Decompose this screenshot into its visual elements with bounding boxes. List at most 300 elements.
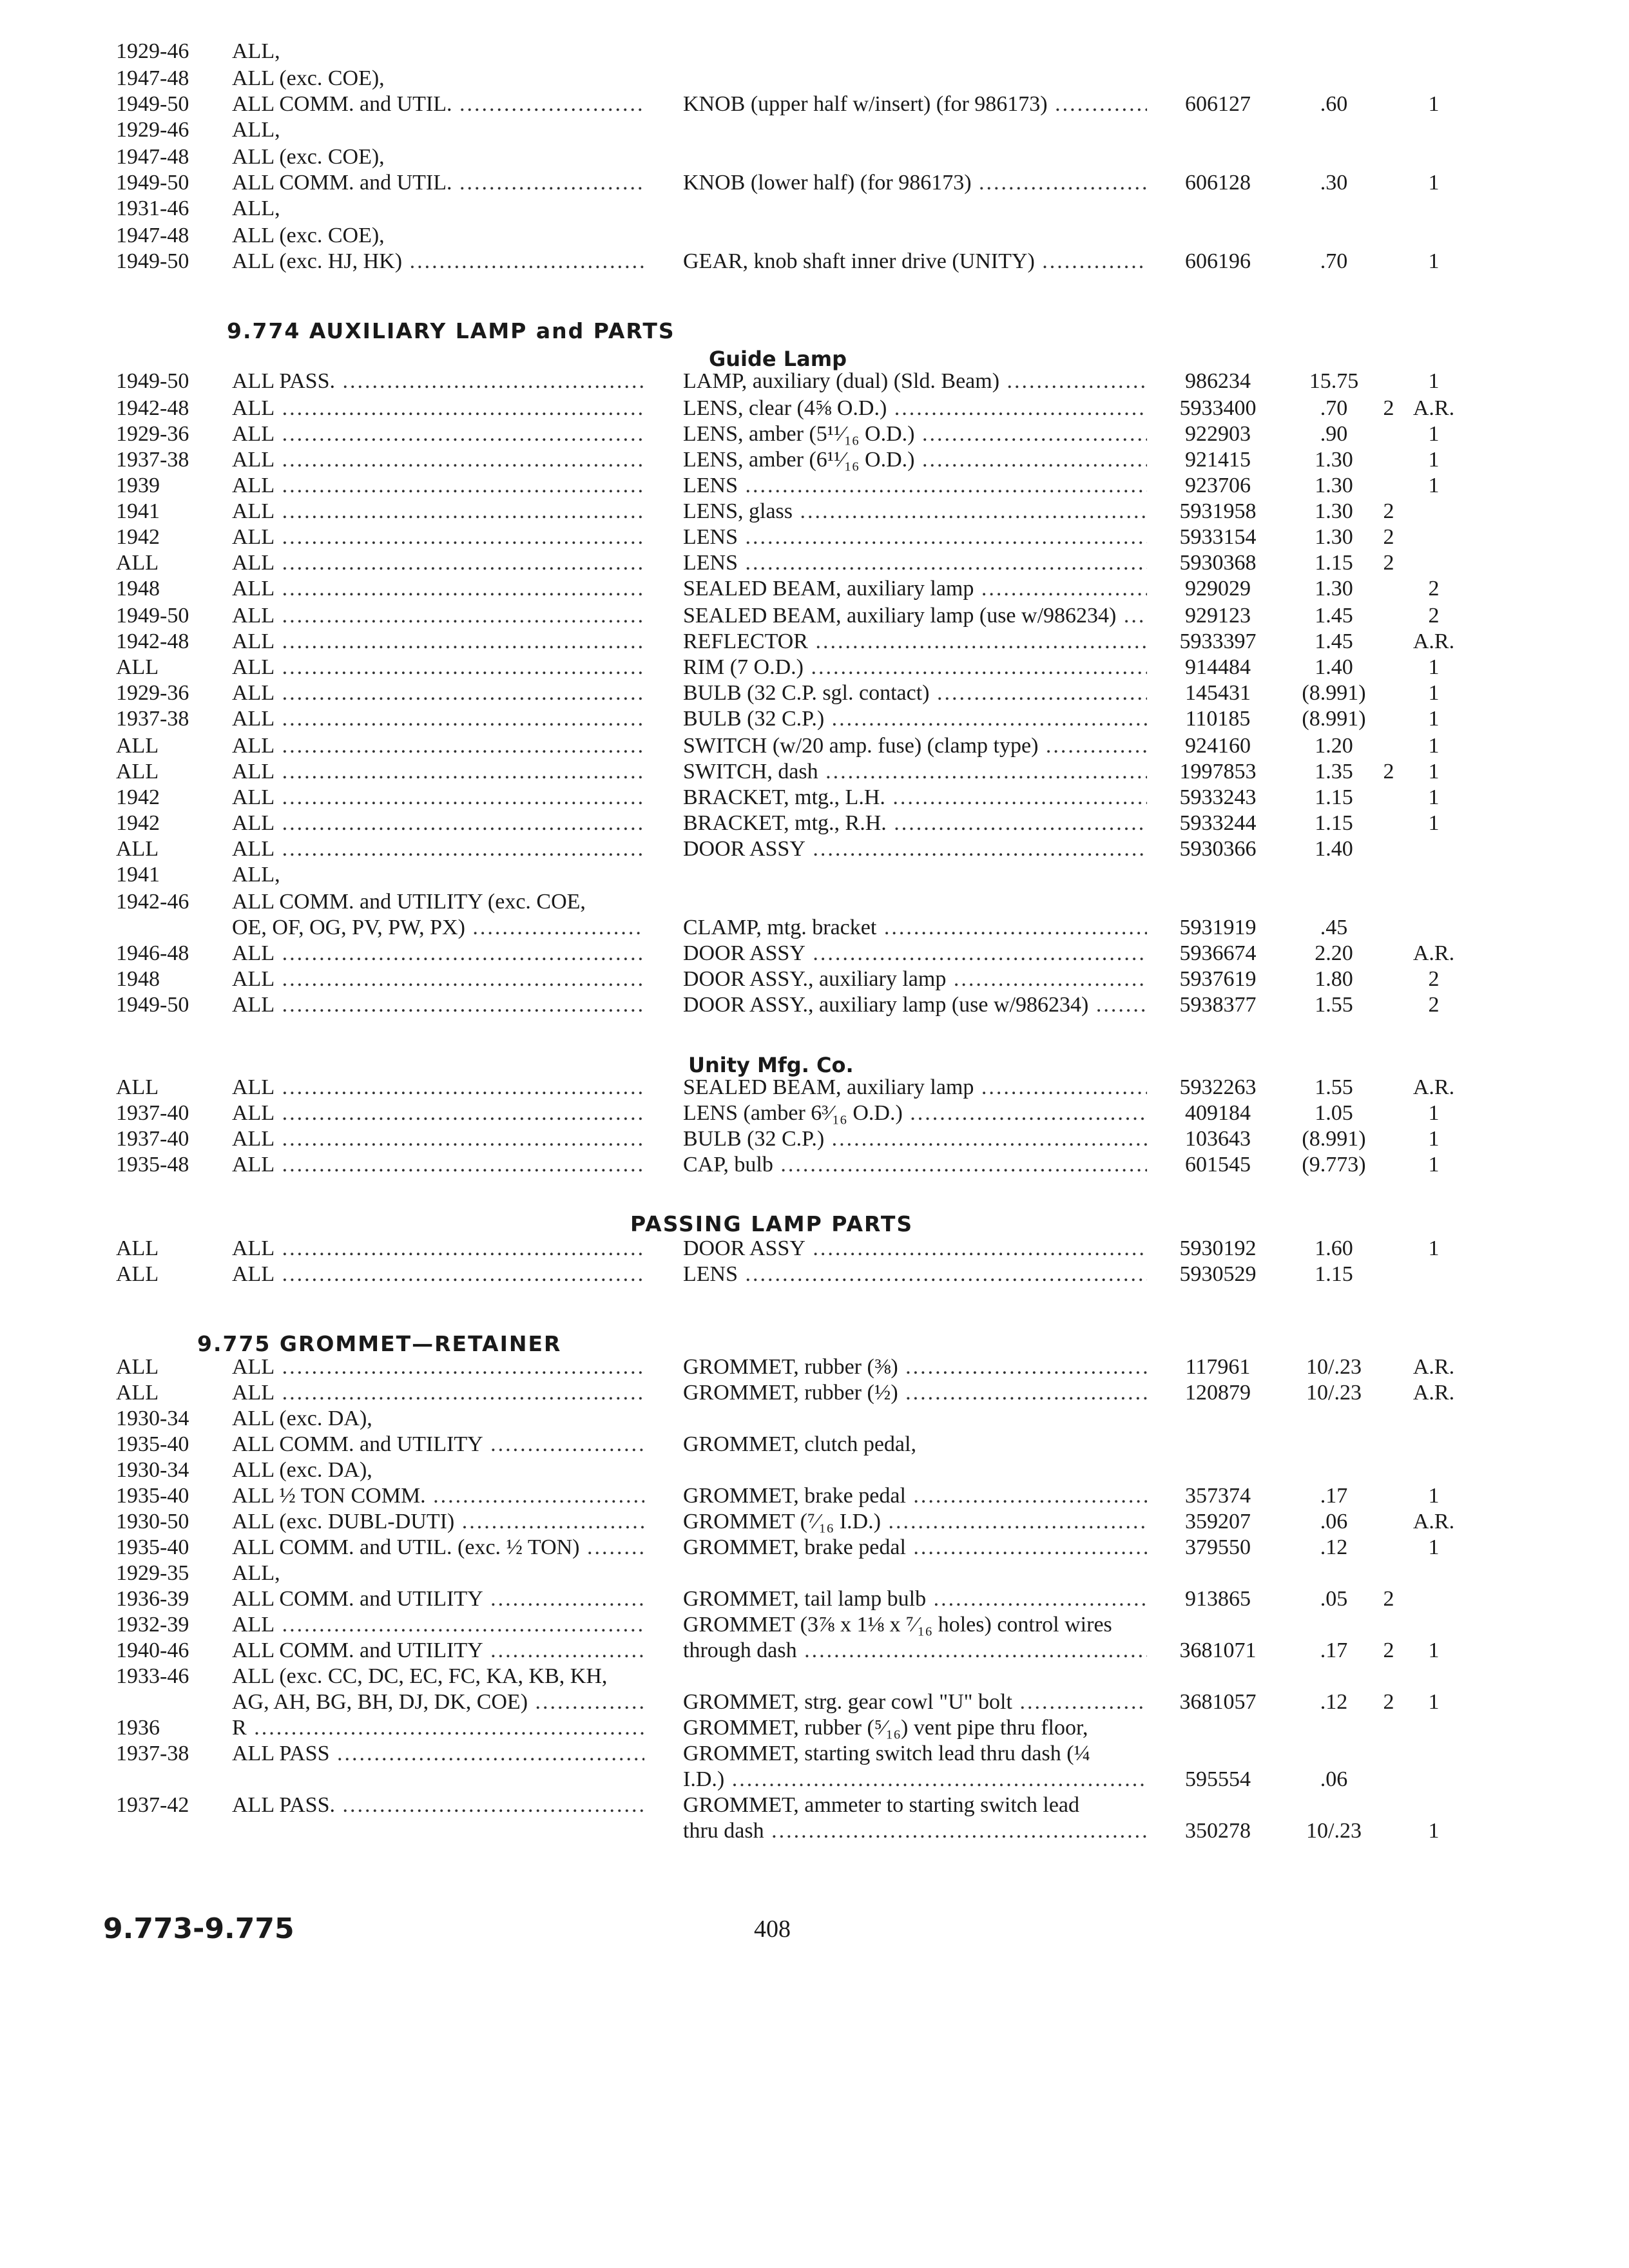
- row-year: ALL: [116, 1355, 159, 1379]
- row-model: ALL,: [232, 863, 280, 887]
- row-description: GROMMET, rubber (⁵⁄₁₆) vent pipe thru floor,: [683, 1716, 1088, 1740]
- row-model: ALL .....: [232, 1379, 644, 1407]
- row-year: 1929-36: [116, 681, 189, 705]
- table-row: [0, 394, 1629, 423]
- row-model: ALL .....: [232, 835, 644, 863]
- row-year: 1931-46: [116, 197, 189, 220]
- row-year: 1937-38: [116, 448, 189, 472]
- row-part-number: 103643: [1185, 1127, 1251, 1151]
- row-description: LENS, amber (5¹¹⁄₁₆ O.D.) .....: [683, 420, 1147, 448]
- row-part-number: 359207: [1185, 1510, 1251, 1533]
- table-row: [0, 705, 1629, 733]
- row-year: 1930-50: [116, 1510, 189, 1533]
- row-price: 1.40: [1315, 655, 1353, 679]
- row-model: ALL COMM. and UTIL. (exc. ½ TON) .....: [232, 1533, 644, 1562]
- row-model: ALL .....: [232, 472, 644, 500]
- row-price: .17: [1320, 1639, 1348, 1662]
- table-row: [0, 222, 1629, 250]
- table-row: [0, 472, 1629, 500]
- table-row: [0, 628, 1629, 656]
- row-part-number: 595554: [1185, 1767, 1251, 1791]
- row-part-number: 929029: [1185, 577, 1251, 601]
- row-description: SWITCH (w/20 amp. fuse) (clamp type) .....: [683, 732, 1147, 760]
- row-year: ALL: [116, 837, 159, 861]
- table-row: [0, 169, 1629, 197]
- row-qty-a: 2: [1383, 396, 1394, 420]
- row-year: 1929-46: [116, 39, 189, 63]
- row-year: 1933-46: [116, 1664, 189, 1688]
- row-description: REFLECTOR .....: [683, 628, 1147, 656]
- row-price: 1.80: [1315, 967, 1353, 991]
- row-description: LENS, glass .....: [683, 497, 1147, 526]
- table-row: [0, 1235, 1629, 1263]
- row-description: LENS .....: [683, 1260, 1147, 1289]
- row-price: 1.20: [1315, 734, 1353, 758]
- row-year: 1935-40: [116, 1535, 189, 1559]
- row-description: GROMMET, ammeter to starting switch lead: [683, 1793, 1080, 1817]
- table-row: [0, 939, 1629, 968]
- row-description: GROMMET, brake pedal .....: [683, 1482, 1147, 1510]
- row-price: .70: [1320, 249, 1348, 273]
- table-row: [0, 1533, 1629, 1562]
- row-qty-b: 1: [1428, 171, 1440, 195]
- row-description: GROMMET, brake pedal .....: [683, 1533, 1147, 1562]
- row-part-number: 5930368: [1179, 551, 1257, 575]
- row-year: 1941: [116, 499, 160, 523]
- table-row: [0, 809, 1629, 838]
- row-model: ALL .....: [232, 628, 644, 656]
- row-year: 1949-50: [116, 993, 189, 1017]
- row-part-number: 923706: [1185, 474, 1251, 497]
- row-model: ALL .....: [232, 1260, 644, 1289]
- row-qty-b: 1: [1428, 92, 1440, 116]
- row-qty-b: 1: [1428, 1153, 1440, 1177]
- row-model: ALL ½ TON COMM. .....: [232, 1482, 644, 1510]
- row-year: 1942-46: [116, 890, 189, 914]
- table-row: [0, 497, 1629, 526]
- row-qty-b: 1: [1428, 1535, 1440, 1559]
- row-model: ALL PASS. .....: [232, 367, 644, 396]
- row-year: ALL: [116, 734, 159, 758]
- row-description: LENS, clear (4⅝ O.D.) .....: [683, 394, 1147, 423]
- row-qty-b: A.R.: [1412, 629, 1455, 653]
- table-row: [0, 1688, 1629, 1716]
- row-description: GROMMET, rubber (½) .....: [683, 1379, 1147, 1407]
- row-part-number: 5931919: [1179, 916, 1257, 939]
- row-qty-b: A.R.: [1412, 396, 1455, 420]
- row-qty-a: 2: [1383, 551, 1394, 575]
- row-model: ALL .....: [232, 575, 644, 603]
- row-price: .17: [1320, 1484, 1348, 1508]
- row-part-number: 606127: [1185, 92, 1251, 116]
- row-part-number: 606128: [1185, 171, 1251, 195]
- row-year: 1946-48: [116, 941, 189, 965]
- row-part-number: 606196: [1185, 249, 1251, 273]
- row-part-number: 409184: [1185, 1101, 1251, 1125]
- row-qty-b: 1: [1428, 811, 1440, 835]
- row-year: 1936: [116, 1716, 160, 1740]
- row-qty-b: A.R.: [1412, 1075, 1455, 1099]
- row-price: 1.15: [1315, 785, 1353, 809]
- row-year: 1942-48: [116, 629, 189, 653]
- row-description: DOOR ASSY .....: [683, 1235, 1147, 1263]
- row-description: GROMMET, tail lamp bulb .....: [683, 1585, 1147, 1613]
- row-price: 10/.23: [1306, 1381, 1362, 1405]
- row-model: ALL .....: [232, 653, 644, 682]
- row-description: GEAR, knob shaft inner drive (UNITY) .....: [683, 247, 1147, 276]
- table-row: [0, 90, 1629, 119]
- row-model: OE, OF, OG, PV, PW, PX) .....: [232, 914, 644, 942]
- row-description: BRACKET, mtg., L.H. .....: [683, 783, 1147, 812]
- row-model: ALL .....: [232, 1151, 644, 1179]
- table-row: [0, 367, 1629, 396]
- row-qty-b: 1: [1428, 655, 1440, 679]
- row-model: ALL (exc. COE),: [232, 66, 385, 90]
- row-year: 1929-46: [116, 118, 189, 142]
- row-year: 1941: [116, 863, 160, 887]
- row-price: 2.20: [1315, 941, 1353, 965]
- row-qty-b: 1: [1428, 422, 1440, 446]
- row-model: ALL .....: [232, 809, 644, 838]
- row-part-number: 5931958: [1179, 499, 1257, 523]
- row-description: RIM (7 O.D.) .....: [683, 653, 1147, 682]
- row-qty-b: 1: [1428, 448, 1440, 472]
- row-model: ALL (exc. HJ, HK) .....: [232, 247, 644, 276]
- row-description: DOOR ASSY., auxiliary lamp (use w/986234) .....: [683, 991, 1147, 1019]
- row-price: .05: [1320, 1587, 1348, 1611]
- row-year: 1948: [116, 577, 160, 601]
- row-part-number: 5930192: [1179, 1236, 1257, 1260]
- table-row: [0, 37, 1629, 66]
- row-part-number: 5937619: [1179, 967, 1257, 991]
- row-qty-b: 1: [1428, 1639, 1440, 1662]
- row-part-number: 1997853: [1179, 760, 1257, 783]
- row-price: 1.30: [1315, 499, 1353, 523]
- row-year: 1936-39: [116, 1587, 189, 1611]
- row-description: LENS .....: [683, 472, 1147, 500]
- table-row: [0, 602, 1629, 630]
- row-price: 1.60: [1315, 1236, 1353, 1260]
- row-model: ALL (exc. DA),: [232, 1458, 372, 1482]
- row-description: SWITCH, dash .....: [683, 758, 1147, 786]
- row-description: LENS .....: [683, 523, 1147, 552]
- row-year: ALL: [116, 1381, 159, 1405]
- section-heading: 9.774 AUXILIARY LAMP and PARTS: [227, 318, 675, 343]
- row-description: BRACKET, mtg., R.H. .....: [683, 809, 1147, 838]
- table-row: [0, 1482, 1629, 1510]
- row-qty-b: 1: [1428, 1484, 1440, 1508]
- row-year: ALL: [116, 1262, 159, 1286]
- row-part-number: 5933154: [1179, 525, 1257, 549]
- row-part-number: 5932263: [1179, 1075, 1257, 1099]
- row-part-number: 929123: [1185, 604, 1251, 628]
- row-model: ALL .....: [232, 1073, 644, 1102]
- row-year: ALL: [116, 1236, 159, 1260]
- row-model: ALL,: [232, 39, 280, 63]
- row-qty-b: 2: [1428, 993, 1440, 1017]
- row-qty-a: 2: [1383, 525, 1394, 549]
- row-qty-b: 1: [1428, 681, 1440, 705]
- row-model: ALL (exc. CC, DC, EC, FC, KA, KB, KH,: [232, 1664, 608, 1688]
- row-model: ALL .....: [232, 446, 644, 474]
- row-part-number: 5930529: [1179, 1262, 1257, 1286]
- row-qty-a: 2: [1383, 1587, 1394, 1611]
- table-row: [0, 1125, 1629, 1153]
- row-year: 1949-50: [116, 604, 189, 628]
- row-description: KNOB (upper half w/insert) (for 986173) .....: [683, 90, 1147, 119]
- table-row: [0, 991, 1629, 1019]
- table-row: [0, 1430, 1629, 1459]
- table-row: [0, 247, 1629, 276]
- row-year: 1949-50: [116, 249, 189, 273]
- row-qty-b: 1: [1428, 1819, 1440, 1843]
- row-year: 1930-34: [116, 1407, 189, 1430]
- table-row: [0, 549, 1629, 577]
- row-model: ALL .....: [232, 965, 644, 994]
- row-description: GROMMET (⁷⁄₁₆ I.D.) .....: [683, 1508, 1147, 1536]
- row-year: 1935-40: [116, 1484, 189, 1508]
- row-year: 1949-50: [116, 369, 189, 393]
- row-model: ALL,: [232, 118, 280, 142]
- row-description: CAP, bulb .....: [683, 1151, 1147, 1179]
- row-year: 1929-35: [116, 1561, 189, 1585]
- row-qty-b: A.R.: [1412, 1381, 1455, 1405]
- row-description: through dash .....: [683, 1637, 1147, 1665]
- row-year: 1930-34: [116, 1458, 189, 1482]
- row-part-number: 914484: [1185, 655, 1251, 679]
- row-year: 1940-46: [116, 1639, 189, 1662]
- row-price: 1.55: [1315, 1075, 1353, 1099]
- row-model: ALL .....: [232, 679, 644, 707]
- row-price: 15.75: [1309, 369, 1359, 393]
- table-row: [0, 1611, 1629, 1639]
- row-year: 1947-48: [116, 224, 189, 247]
- row-price: .45: [1320, 916, 1348, 939]
- row-price: 1.30: [1315, 577, 1353, 601]
- row-price: .70: [1320, 396, 1348, 420]
- row-qty-b: 1: [1428, 1127, 1440, 1151]
- row-model: ALL .....: [232, 783, 644, 812]
- row-price: 1.30: [1315, 448, 1353, 472]
- row-description: BULB (32 C.P.) .....: [683, 705, 1147, 733]
- row-part-number: 120879: [1185, 1381, 1251, 1405]
- table-row: [0, 1817, 1629, 1845]
- row-model: ALL PASS. .....: [232, 1791, 644, 1820]
- row-price: 10/.23: [1306, 1355, 1362, 1379]
- row-model: ALL .....: [232, 549, 644, 577]
- row-model: ALL (exc. COE),: [232, 145, 385, 169]
- row-qty-b: A.R.: [1412, 1355, 1455, 1379]
- row-year: 1937-40: [116, 1101, 189, 1125]
- row-price: 1.45: [1315, 604, 1353, 628]
- row-description: DOOR ASSY .....: [683, 835, 1147, 863]
- row-year: ALL: [116, 655, 159, 679]
- row-description: BULB (32 C.P. sgl. contact) .....: [683, 679, 1147, 707]
- table-row: [0, 835, 1629, 863]
- table-row: [0, 523, 1629, 552]
- row-year: 1947-48: [116, 66, 189, 90]
- table-row: [0, 575, 1629, 603]
- row-model: ALL .....: [232, 602, 644, 630]
- row-description: CLAMP, mtg. bracket .....: [683, 914, 1147, 942]
- row-year: 1929-36: [116, 422, 189, 446]
- row-description: SEALED BEAM, auxiliary lamp .....: [683, 1073, 1147, 1102]
- row-description: LENS (amber 6³⁄₁₆ O.D.) .....: [683, 1099, 1147, 1128]
- table-row: [0, 1353, 1629, 1381]
- table-row: [0, 1662, 1629, 1691]
- row-description: LENS .....: [683, 549, 1147, 577]
- row-part-number: 601545: [1185, 1153, 1251, 1177]
- table-row: [0, 446, 1629, 474]
- row-price: 1.45: [1315, 629, 1353, 653]
- row-year: 1937-38: [116, 707, 189, 731]
- table-row: [0, 758, 1629, 786]
- row-model: ALL COMM. and UTILITY .....: [232, 1585, 644, 1613]
- row-qty-b: 1: [1428, 369, 1440, 393]
- row-part-number: 924160: [1185, 734, 1251, 758]
- row-price: 1.40: [1315, 837, 1353, 861]
- row-model: ALL .....: [232, 1611, 644, 1639]
- row-qty-b: 1: [1428, 249, 1440, 273]
- row-price: 1.30: [1315, 525, 1353, 549]
- row-qty-b: 1: [1428, 474, 1440, 497]
- row-model: ALL .....: [232, 1353, 644, 1381]
- row-model: ALL .....: [232, 1235, 644, 1263]
- row-model: ALL,: [232, 1561, 280, 1585]
- row-part-number: 350278: [1185, 1819, 1251, 1843]
- row-model: ALL .....: [232, 758, 644, 786]
- row-part-number: 5933400: [1179, 396, 1257, 420]
- row-part-number: 5938377: [1179, 993, 1257, 1017]
- row-part-number: 145431: [1185, 681, 1251, 705]
- row-description: GROMMET, strg. gear cowl "U" bolt .....: [683, 1688, 1147, 1716]
- row-price: 1.15: [1315, 1262, 1353, 1286]
- table-row: [0, 1456, 1629, 1485]
- row-price: .60: [1320, 92, 1348, 116]
- table-row: [0, 1099, 1629, 1128]
- row-price: (9.773): [1302, 1153, 1366, 1177]
- row-model: ALL,: [232, 197, 280, 220]
- row-year: 1935-48: [116, 1153, 189, 1177]
- row-year: 1949-50: [116, 171, 189, 195]
- row-model: ALL .....: [232, 1125, 644, 1153]
- row-qty-b: 1: [1428, 707, 1440, 731]
- table-row: [0, 1379, 1629, 1407]
- table-row: [0, 1405, 1629, 1433]
- row-part-number: 921415: [1185, 448, 1251, 472]
- row-part-number: 5930366: [1179, 837, 1257, 861]
- row-part-number: 922903: [1185, 422, 1251, 446]
- row-part-number: 5936674: [1179, 941, 1257, 965]
- row-model: ALL COMM. and UTILITY (exc. COE,: [232, 890, 586, 914]
- row-description: GROMMET, rubber (⅜) .....: [683, 1353, 1147, 1381]
- row-year: 1932-39: [116, 1613, 189, 1637]
- table-row: [0, 653, 1629, 682]
- row-model: AG, AH, BG, BH, DJ, DK, COE) .....: [232, 1688, 644, 1716]
- row-model: ALL (exc. DA),: [232, 1407, 372, 1430]
- row-part-number: 3681071: [1179, 1639, 1257, 1662]
- row-price: .30: [1320, 171, 1348, 195]
- row-description: BULB (32 C.P.) .....: [683, 1125, 1147, 1153]
- row-model: R .....: [232, 1714, 644, 1742]
- row-description: thru dash .....: [683, 1817, 1147, 1845]
- row-qty-b: 1: [1428, 1690, 1440, 1714]
- row-year: 1942: [116, 811, 160, 835]
- row-description: LENS, amber (6¹¹⁄₁₆ O.D.) .....: [683, 446, 1147, 474]
- table-row: [0, 1559, 1629, 1588]
- row-year: 1937-42: [116, 1793, 189, 1817]
- table-row: [0, 965, 1629, 994]
- row-description: GROMMET (3⅞ x 1⅛ x ⁷⁄₁₆ holes) control wires: [683, 1613, 1112, 1637]
- row-price: (8.991): [1302, 681, 1366, 705]
- row-description: DOOR ASSY .....: [683, 939, 1147, 968]
- row-part-number: 5933243: [1179, 785, 1257, 809]
- row-price: .12: [1320, 1690, 1348, 1714]
- row-model: ALL COMM. and UTIL. .....: [232, 169, 644, 197]
- row-year: 1935-40: [116, 1432, 189, 1456]
- table-row: [0, 679, 1629, 707]
- row-model: ALL .....: [232, 705, 644, 733]
- section-heading: PASSING LAMP PARTS: [630, 1211, 914, 1236]
- table-row: [0, 143, 1629, 171]
- row-description: LAMP, auxiliary (dual) (Sld. Beam) .....: [683, 367, 1147, 396]
- row-price: 1.15: [1315, 551, 1353, 575]
- page-section-range: 9.773-9.775: [103, 1912, 294, 1945]
- row-description: I.D.) .....: [683, 1765, 1147, 1794]
- row-price: .06: [1320, 1767, 1348, 1791]
- row-year: ALL: [116, 1075, 159, 1099]
- table-row: [0, 1151, 1629, 1179]
- row-qty-a: 2: [1383, 1690, 1394, 1714]
- table-row: [0, 1508, 1629, 1536]
- table-row: [0, 1260, 1629, 1289]
- row-description: KNOB (lower half) (for 986173) .....: [683, 169, 1147, 197]
- table-row: [0, 420, 1629, 448]
- row-model: ALL COMM. and UTILITY .....: [232, 1637, 644, 1665]
- row-qty-a: 2: [1383, 1639, 1394, 1662]
- row-model: ALL .....: [232, 497, 644, 526]
- row-description: GROMMET, starting switch lead thru dash (¼: [683, 1742, 1091, 1765]
- row-year: ALL: [116, 760, 159, 783]
- row-year: 1947-48: [116, 145, 189, 169]
- row-description: SEALED BEAM, auxiliary lamp .....: [683, 575, 1147, 603]
- row-year: 1937-40: [116, 1127, 189, 1151]
- row-price: .06: [1320, 1510, 1348, 1533]
- row-part-number: 117961: [1185, 1355, 1251, 1379]
- row-qty-b: 1: [1428, 1236, 1440, 1260]
- row-description: GROMMET, clutch pedal,: [683, 1432, 916, 1456]
- row-year: 1942: [116, 525, 160, 549]
- row-part-number: 5933397: [1179, 629, 1257, 653]
- row-year: 1942: [116, 785, 160, 809]
- row-part-number: 357374: [1185, 1484, 1251, 1508]
- row-year: ALL: [116, 551, 159, 575]
- row-model: ALL (exc. COE),: [232, 224, 385, 247]
- row-qty-b: 1: [1428, 734, 1440, 758]
- table-row: [0, 1791, 1629, 1820]
- row-price: 1.05: [1315, 1101, 1353, 1125]
- row-model: ALL .....: [232, 420, 644, 448]
- row-model: ALL .....: [232, 394, 644, 423]
- row-part-number: 913865: [1185, 1587, 1251, 1611]
- row-price: 1.30: [1315, 474, 1353, 497]
- table-row: [0, 783, 1629, 812]
- row-part-number: 379550: [1185, 1535, 1251, 1559]
- row-model: ALL .....: [232, 991, 644, 1019]
- row-price: .90: [1320, 422, 1348, 446]
- table-row: [0, 888, 1629, 916]
- row-qty-b: 2: [1428, 577, 1440, 601]
